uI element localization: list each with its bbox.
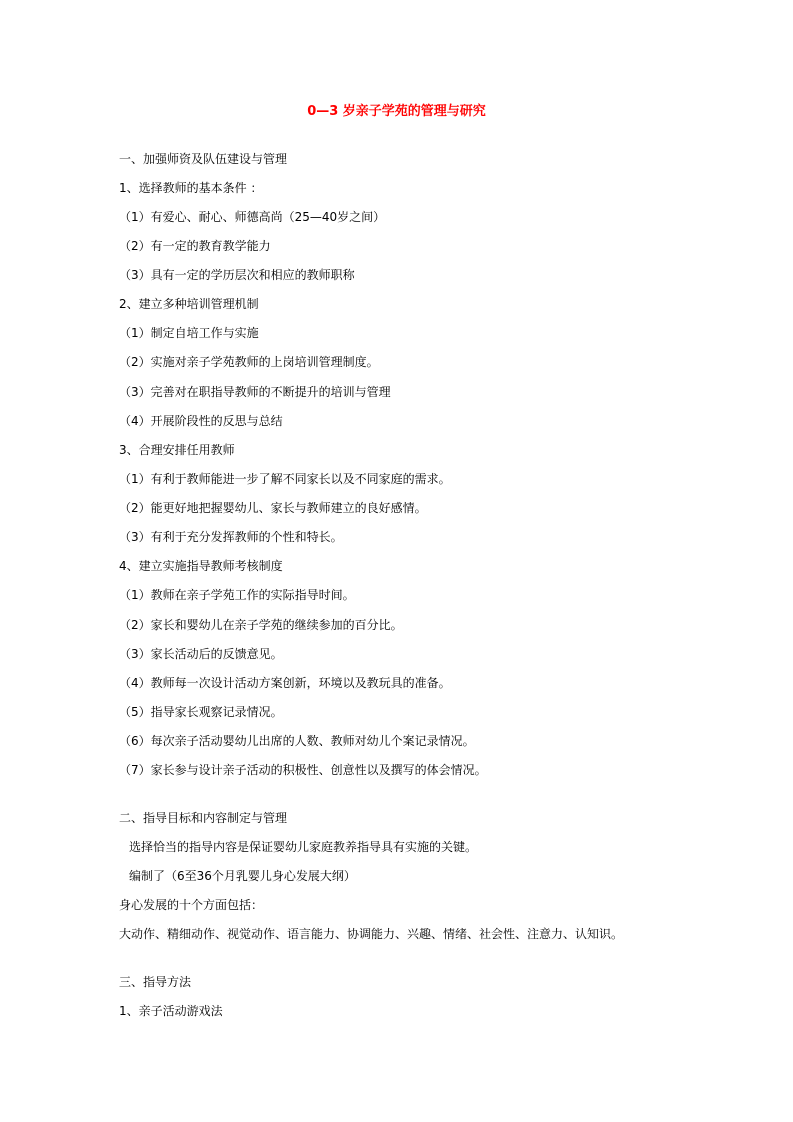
list-item: （4）教师每一次设计活动方案创新，环境以及教玩具的准备。 (119, 676, 451, 690)
subsection-heading-1-4: 4、建立实施指导教师考核制度 (119, 559, 283, 573)
paragraph: 身心发展的十个方面包括： (119, 898, 264, 912)
list-item: （2）有一定的教育教学能力 (119, 239, 271, 253)
list-item: （2）能更好地把握婴幼儿、家长与教师建立的良好感情。 (119, 501, 427, 515)
list-item: （4）开展阶段性的反思与总结 (119, 414, 283, 428)
list-item: （3）有利于充分发挥教师的个性和特长。 (119, 530, 343, 544)
section-heading-1: 一、加强师资及队伍建设与管理 (119, 152, 288, 166)
document-title: 0—3 岁亲子学苑的管理与研究 (307, 104, 486, 119)
list-item: （1）有利于教师能进一步了解不同家长以及不同家庭的需求。 (119, 472, 451, 486)
list-item: （1）教师在亲子学苑工作的实际指导时间。 (119, 588, 355, 602)
list-item: （6）每次亲子活动婴幼儿出席的人数、教师对幼儿个案记录情况。 (119, 734, 475, 748)
subsection-heading-1-3: 3、合理安排任用教师 (119, 443, 235, 457)
list-item: （2）家长和婴幼儿在亲子学苑的继续参加的百分比。 (119, 618, 403, 632)
subsection-heading-1-2: 2、建立多种培训管理机制 (119, 297, 259, 311)
paragraph: 大动作、精细动作、视觉动作、语言能力、协调能力、兴趣、情绪、社会性、注意力、认知识。 (119, 927, 624, 941)
paragraph: 选择恰当的指导内容是保证婴幼儿家庭教养指导具有实施的关键。 (129, 840, 478, 854)
list-item: （3）具有一定的学历层次和相应的教师职称 (119, 268, 355, 282)
list-item: （5）指导家长观察记录情况。 (119, 705, 283, 719)
subsection-heading-3-1: 1、亲子活动游戏法 (119, 1004, 223, 1018)
subsection-heading-1-1: 1、选择教师的基本条件 ： (119, 181, 263, 195)
list-item: （2）实施对亲子学苑教师的上岗培训管理制度。 (119, 355, 379, 369)
list-item: （3）完善对在职指导教师的不断提升的培训与管理 (119, 385, 391, 399)
list-item: （3）家长活动后的反馈意见。 (119, 647, 283, 661)
list-item: （1）制定自培工作与实施 (119, 326, 259, 340)
paragraph: 编制了（6至36个月乳婴儿身心发展大纲） (129, 869, 356, 883)
section-heading-3: 三、指导方法 (119, 975, 192, 989)
list-item: （7）家长参与设计亲子活动的积极性、创意性以及撰写的体会情况。 (119, 763, 487, 777)
list-item: （1）有爱心、耐心、师德高尚（25—40岁之间） (119, 210, 386, 224)
section-heading-2: 二、指导目标和内容制定与管理 (119, 811, 288, 825)
